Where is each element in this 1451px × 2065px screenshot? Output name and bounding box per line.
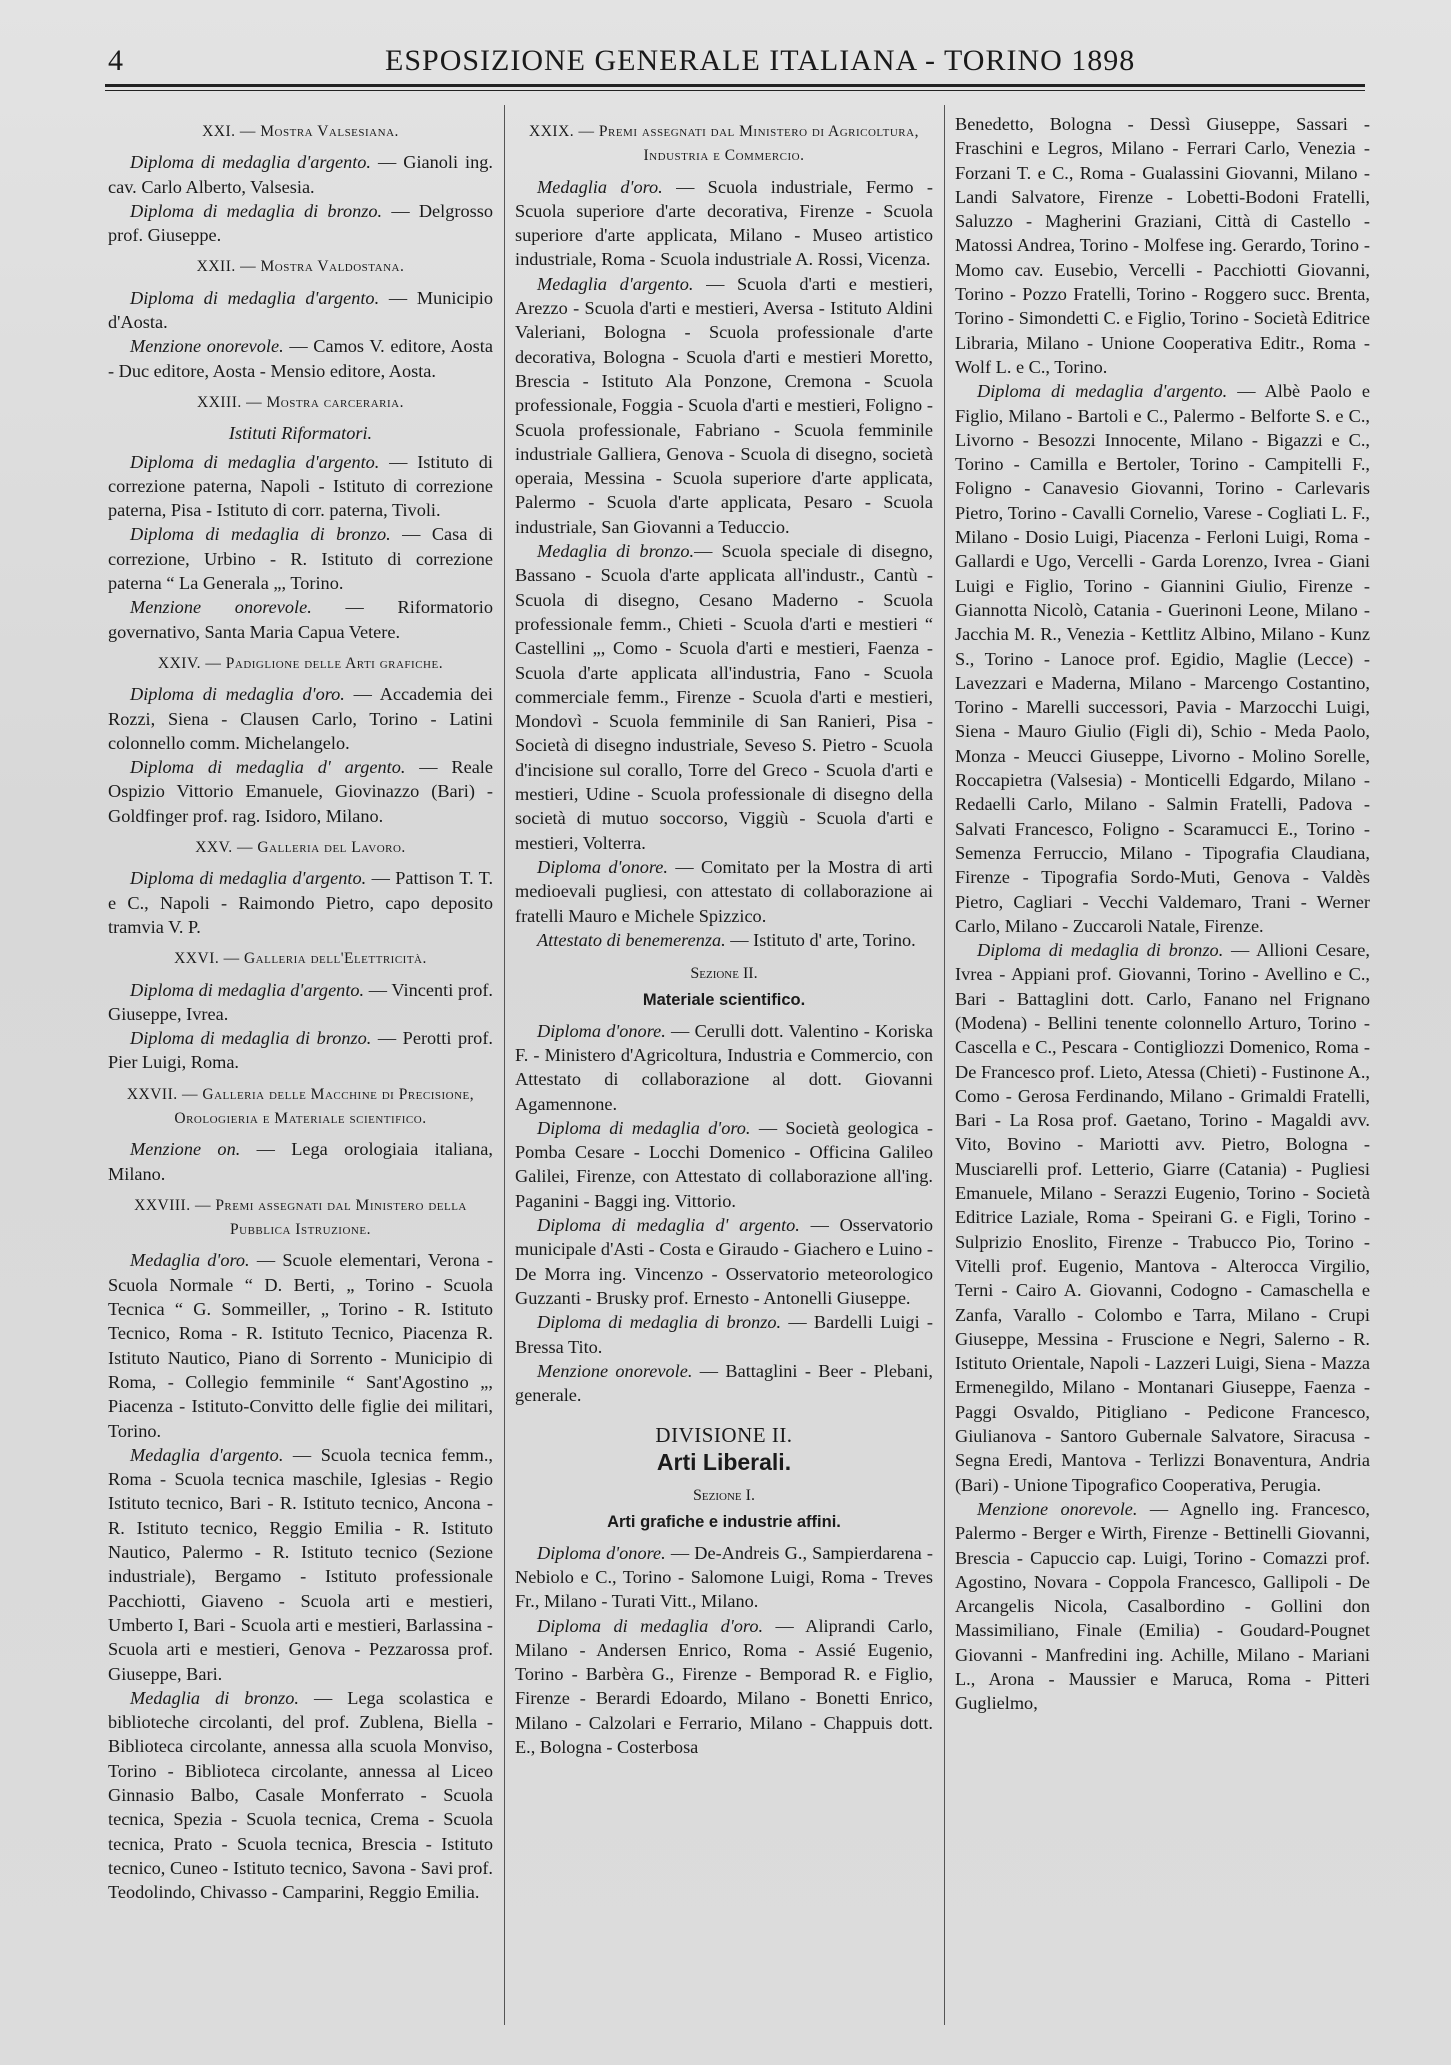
section-heading: XXI. — Mostra Valsesiana. — [202, 123, 399, 140]
section-heading: XXV. — Galleria del Lavoro. — [195, 839, 406, 857]
award-paragraph — [515, 1019, 933, 1116]
award-label: Diploma di medaglia d'argento. — [130, 152, 371, 173]
section-heading: XXIII. — Mostra carceraria. — [197, 393, 404, 411]
award-label: Diploma di medaglia d'argento. — [130, 451, 380, 472]
award-text: — Osservatorio municipale d'Asti - Costa e Giraudo - Giachero e Luino - De Morra ing. Vincenzo - Osservatorio meteorologico Guzzanti - Brusky prof. Ernesto - Antonelli Giuseppe. — [515, 1215, 933, 1308]
header-rule — [105, 84, 1365, 87]
award-label: Attestato di benemerenza. — [537, 929, 726, 950]
section-title: Arti grafiche e industrie affini. — [607, 1513, 841, 1532]
section-heading: XXII. — Mostra Valdostana. — [196, 258, 405, 276]
award-paragraph — [515, 1213, 933, 1310]
award-text: — Scuola speciale di disegno, Bassano - Scuola d'arte applicata all'industr., Cantù - Scuola di disegno, Cesano Maderno - Scuola professionale femm., Chieti - Scuola d'arti e mestieri “ Castellini „, Como - Scuola d'arti e mestieri, Faenza - Scuola d'arte applicata all'industria, Fano - Scuola commerciale femm., Firenze - Scuola d'arti e mestieri, Mondovì - Scuola femminile di San Ranieri, Pisa - Società di disegno industriale, Seveso S. Pietro - Scuola d'incisione sul corallo, Torre del Greco - Scuola d'arti e mestieri, Udine - Scuola professionale di disegno della società di mutuo soccorso, Viggiù - Scuola d'arti e mestieri, Volterra. — [515, 541, 933, 853]
award-text: — Reale Ospizio Vittorio Emanuele, Giovinazzo (Bari) - Goldfinger prof. rag. Isidoro, Milano. — [108, 757, 493, 826]
award-text: Benedetto, Bologna - Dessì Giuseppe, Sassari - Fraschini e Legros, Milano - Ferrari Carlo, Venezia - Forzani T. e C., Roma - Gualassini Giovanni, Milano - Landi Salvatore, Firenze - Lobetti-Bodoni Fratelli, Saluzzo - Magherini Graziani, Città di Castello - Matossi Andrea, Torino - Molfese ing. Gerardo, Torino - Momo cav. Eusebio, Vercelli - Pacchiotti Giovanni, Torino - Pozzo Fratelli, Torino - Roggero succ. Brenta, Torino - Simondetti C. e Figlio, Torino - Società Editrice Libraria, Milano - Unione Cooperativa Editr., Roma - Wolf L. e C., Torino. — [955, 114, 1370, 377]
award-paragraph — [108, 755, 493, 828]
award-label: Menzione onorevole. — [130, 597, 312, 618]
award-paragraph — [515, 539, 933, 855]
award-label: Medaglia di bronzo. — [130, 1687, 299, 1708]
award-label: Menzione onorevole. — [537, 1360, 693, 1381]
award-text: — Battaglini - Beer - Plebani, generale. — [515, 1360, 933, 1406]
award-text: — Delgrosso prof. Giuseppe. — [108, 200, 493, 246]
award-text: — Comitato per la Mostra di arti medioevali pugliesi, con attestato di collaborazione ai fratelli Mauro e Michele Spizzico. — [515, 856, 933, 926]
award-paragraph — [108, 1137, 493, 1186]
award-label: Diploma di medaglia di bronzo. — [537, 1312, 782, 1333]
section-heading: XXIV. — Padiglione delle Arti grafiche. — [157, 654, 444, 672]
award-paragraph — [515, 175, 933, 272]
award-paragraph — [955, 938, 1370, 1497]
section-label — [515, 1484, 933, 1508]
award-label: Medaglia d'argento. — [130, 1444, 284, 1465]
award-text: — De-Andreis G., Sampierdarena - Nebiolo e C., Torino - Salomone Luigi, Roma - Treves Fr., Milano - Turati Vitt., Milano. — [515, 1542, 933, 1612]
award-paragraph — [955, 112, 1370, 379]
award-paragraph — [515, 1116, 933, 1213]
award-label: Menzione onorevole. — [130, 336, 284, 357]
column-divider — [944, 105, 945, 2025]
award-text: — Riformatorio governativo, Santa Maria Capua Vetere. — [108, 597, 493, 642]
division-heading: DIVISIONE II. — [655, 1423, 793, 1448]
award-paragraph — [515, 1541, 933, 1614]
award-label: Diploma d'onore. — [537, 1020, 666, 1041]
award-text: — Albè Paolo e Figlio, Milano - Bartoli e C., Palermo - Belforte S. e C., Livorno - Besozzi Innocente, Milano - Bigazzi e C., Torino - Camilla e Bertoler, Torino - Campitelli F., Foligno - Canavesio Giovanni, Torino - Carlevaris Pietro, Torino - Cavalli Cornelio, Varese - Cogliati L. F., Milano - Dosio Luigi, Piacenza - Ferloni Luigi, Roma - Gallardi e Ugo, Vercelli - Garda Lorenzo, Ivrea - Giani Luigi e Figlio, Torino - Giannini Giulio, Firenze - Giannotta Nicolò, Catania - Guerinoni Leone, Milano - Jacchia M. R., Venezia - Kettlitz Albino, Milano - Kunz S., Torino - Lanoce prof. Egidio, Maglie (Lecce) - Lavezzari e Maderna, Milano - Marcengo Costantino, Torino - Marelli successori, Pavia - Marzocchi Luigi, Siena - Mauro Giulio (Figli di), Schio - Meda Paolo, Monza - Meucci Giuseppe, Livorno - Molino Sorelle, Roccapietra (Valsesia) - Monticelli Edgardo, Milano - Redaelli Carlo, Milano - Salmin Fratelli, Padova - Salvati Francesco, Foligno - Scaramucci E., Torino - Semenza Ferruccio, Milano - Tipografia Claudiana, Firenze - Tipografia Sordo-Muti, Genova - Valdès Pietro, Cagliari - Vecchi Valdemaro, Trani - Werner Carlo, Milano - Zuccaroli Natale, Firenze. — [955, 381, 1370, 936]
award-paragraph — [108, 866, 493, 939]
award-text: — Aliprandi Carlo, Milano - Andersen Enrico, Roma - Assié Eugenio, Torino - Barbèra G., Firenze - Bemporad R. e Figlio, Firenze - Berardi Edoardo, Milano - Bonetti Enrico, Milano - Calzolari e Ferrario, Milano - Chappuis dott. E., Bologna - Costerbosa — [515, 1615, 933, 1757]
award-text: — Lega scolastica e biblioteche circolanti, del prof. Zublena, Biella - Biblioteca circolante, annessa alla scuola Monviso, Torino - Biblioteca circolante, annessa al Liceo Ginnasio Balbo, Casale Monferrato - Scuola tecnica, Spezia - Scuola tecnica, Crema - Scuola tecnica, Prato - Scuola tecnica, Brescia - Istituto tecnico, Cuneo - Istituto tecnico, Savona - Savi prof. Teodolindo, Chivasso - Camparini, Reggio Emilia. — [108, 1687, 493, 1903]
award-label: Medaglia d'oro. — [130, 1250, 250, 1271]
award-text: — Scuola tecnica femm., Roma - Scuola tecnica maschile, Iglesias - Regio Istituto tecnico, Bari - R. Istituto tecnico, Ancona - R. Istituto tecnico, Reggio Emilia - R. Istituto Nautico, Palermo - R. Istituto tecnico (Sezione industriale), Bergamo - Istituto professionale Pacchiotti, Giaveno - Scuola arti e mestieri, Umberto I, Bari - Scuola arti e mestieri, Barlassina - Scuola arti e mestieri, Genova - Pezzarossa prof. Giuseppe, Bari. — [108, 1444, 493, 1684]
section-heading: XXVIII. — Premi assegnati dal Ministero della Pubblica Istruzione. — [134, 1196, 467, 1239]
section-heading: XXVI. — Galleria dell'Elettricità. — [174, 950, 427, 968]
award-paragraph — [108, 450, 493, 523]
award-label: Medaglia di bronzo. — [537, 541, 695, 562]
award-text: — Istituto d' arte, Torino. — [725, 929, 916, 950]
award-label: Diploma di medaglia d'oro. — [537, 1615, 764, 1636]
page-title: ESPOSIZIONE GENERALE ITALIANA - TORINO 1898 — [385, 44, 1136, 77]
award-text: — Perotti prof. Pier Luigi, Roma. — [108, 1028, 493, 1073]
award-label: Diploma di medaglia d'argento. — [977, 381, 1228, 402]
award-text: — Allioni Cesare, Ivrea - Appiani prof. Giovanni, Torino - Avellino e C., Bari - Battaglini dott. Carlo, Fanano nel Frignano (Modena) - Bellini tenente colonnello Arturo, Torino - Cascella e C., Pescara - Contigliozzi Domenico, Roma - De Francesco prof. Lieto, Atessa (Chieti) - Fustinone A., Como - Gerosa Ferdinando, Milano - Grimaldi Fratelli, Bari - La Rosa prof. Gaetano, Torino - Magaldi avv. Vito, Bovino - Mariotti avv. Pietro, Bologna - Musciarelli prof. Letterio, Giarre (Catania) - Pugliesi Emanuele, Milano - Serazzi Eugenio, Torino - Società Editrice Laziale, Roma - Speirani G. e Figli, Torino - Sulprizio Enoslito, Firenze - Trabucco Pio, Torino - Vitelli prof. Eugenio, Mantova - Alterocca Virgilio, Terni - Cairo A. Giovanni, Codogno - Camaschella e Zanfa, Varallo - Colombo e Tarra, Milano - Crupi Giuseppe, Messina - Fruscione e Negri, Salerno - R. Istituto Orientale, Napoli - Lazzeri Luigi, Siena - Mazza Ermenegildo, Milano - Montanari Giuseppe, Faenza - Paggi Osvaldo, Pitigliano - Pedicone Francesco, Giulianova - Santoro Gubernale Salvatore, Siracusa - Segna Eredi, Mantova - Terlizzi Bonaventura, Andria (Bari) - Unione Tipografico Cooperativa, Perugia. — [955, 940, 1370, 1495]
award-label: Diploma d'onore. — [537, 856, 668, 877]
column-1 — [108, 112, 493, 1904]
award-text: — Agnello ing. Francesco, Palermo - Berger e Wirth, Firenze - Bettinelli Giovanni, Brescia - Capuccio cap. Luigi, Torino - Comazzi prof. Agostino, Novara - Coppola Francesco, Gallipoli - De Arcangelis Nicola, Casalbordino - Gollini don Massimiliano, Finale (Emilia) - Goudard-Pougnet Giovanni - Manfredini ing. Achille, Milano - Mariani L., Arona - Maussier e Maruca, Roma - Pitteri Guglielmo, — [955, 1498, 1370, 1714]
column-2 — [515, 112, 933, 1759]
section-heading: XXIX. — Premi assegnati dal Ministero di Agricoltura, Industria e Commercio. — [529, 123, 919, 165]
award-paragraph — [955, 1497, 1370, 1716]
subheading: Istituti Riformatori. — [228, 423, 373, 444]
award-paragraph — [515, 1359, 933, 1408]
award-label: Diploma di medaglia di bronzo. — [977, 940, 1224, 961]
award-paragraph — [108, 1026, 493, 1075]
award-paragraph — [515, 272, 933, 539]
section-label-text: Sezione I. — [693, 1487, 755, 1505]
header-rule-thin — [105, 90, 1365, 91]
column-divider — [504, 105, 505, 2025]
award-paragraph — [108, 978, 493, 1027]
award-label: Menzione on. — [130, 1139, 241, 1160]
award-text: — Scuola d'arti e mestieri, Arezzo - Scuola d'arti e mestieri, Aversa - Istituto Aldini Valeriani, Bologna - Scuola professionale d'arte decorativa, Bologna - Scuola d'arti e mestieri Moretto, Brescia - Istituto Ala Ponzone, Cremona - Scuola professionale, Foggia - Scuola d'arti e mestieri, Foligno - Scuola professionale, Fabriano - Scuola femminile industriale Galliera, Genova - Scuola di disegno, società operaia, Messina - Scuola superiore d'arte applicata, Palermo - Scuola d'arte applicata, Pesaro - Scuola industriale, San Giovanni a Teduccio. — [515, 273, 933, 537]
award-label: Diploma di medaglia di bronzo. — [130, 1028, 372, 1049]
page-number: 4 — [108, 44, 123, 77]
section-heading: XXVII. — Galleria delle Macchine di Precisione, Orologieria e Materiale scientifico. — [126, 1085, 475, 1127]
award-label: Diploma di medaglia d'oro. — [130, 684, 345, 705]
award-text: — Vincenti prof. Giuseppe, Ivrea. — [108, 979, 493, 1024]
award-paragraph — [515, 1310, 933, 1359]
award-text: — Lega orologiaia italiana, Milano. — [108, 1139, 493, 1184]
award-paragraph — [515, 928, 933, 952]
award-paragraph — [108, 595, 493, 644]
award-paragraph — [108, 682, 493, 755]
award-paragraph — [108, 1248, 493, 1442]
award-label: Diploma di medaglia d'argento. — [130, 979, 365, 1000]
award-paragraph — [515, 1614, 933, 1760]
award-label: Diploma di medaglia di bronzo. — [130, 200, 383, 221]
award-text: — Istituto di correzione paterna, Napoli - Istituto di correzione paterna, Pisa - Istituto di corr. paterna, Tivoli. — [108, 451, 493, 521]
award-text: — Scuole elementari, Verona - Scuola Normale “ D. Berti, „ Torino - Scuola Tecnica “ G. Sommeiller, „ Torino - R. Istituto Tecnico, Roma - R. Istituto Tecnico, Piacenza R. Istituto Nautico, Piano di Sorrento - Municipio di Roma, - Collegio femminile “ Sant'Agostino „, Piacenza - Istituto-Convitto delle figlie dei militari, Torino. — [108, 1250, 493, 1441]
division-title: Arti Liberali. — [656, 1448, 792, 1475]
column-3 — [955, 112, 1370, 1716]
award-text: — Camos V. editore, Aosta - Duc editore, Aosta - Mensio editore, Aosta. — [108, 336, 493, 381]
award-label: Diploma di medaglia d'argento. — [130, 868, 367, 889]
award-text: — Gianoli ing. cav. Carlo Alberto, Valsesia. — [108, 152, 493, 197]
award-text: — Società geologica - Pomba Cesare - Locchi Domenico - Officina Galileo Galilei, Firenze, con Attestato di collaborazione all'ing. Paganini - Baggi ing. Vittorio. — [515, 1117, 933, 1211]
award-label: Medaglia d'oro. — [537, 176, 663, 197]
award-text: — Cerulli dott. Valentino - Koriska F. - Ministero d'Agricoltura, Industria e Commercio, con Attestato di collaborazione al dott. Giovanni Agamennone. — [515, 1020, 933, 1114]
award-paragraph — [108, 286, 493, 335]
award-label: Diploma di medaglia d'argento. — [130, 287, 380, 308]
award-label: Menzione onorevole. — [977, 1498, 1138, 1519]
award-paragraph — [108, 150, 493, 199]
award-text: — Pattison T. T. e C., Napoli - Raimondo Pietro, capo deposito tramvia V. P. — [108, 868, 494, 937]
award-text: — Municipio d'Aosta. — [108, 287, 494, 333]
award-paragraph — [955, 379, 1370, 938]
award-label: Diploma di medaglia d' argento. — [130, 757, 406, 778]
award-label: Diploma d'onore. — [537, 1542, 666, 1563]
award-text: — Scuola industriale, Fermo - Scuola superiore d'arte decorativa, Firenze - Scuola superiore d'arte applicata, Milano - Museo artistico industriale, Roma - Scuola industriale A. Rossi, Vicenza. — [515, 176, 933, 270]
section-title: Materiale scientifico. — [642, 991, 806, 1010]
award-label: Diploma di medaglia d' argento. — [537, 1215, 800, 1236]
award-paragraph — [108, 522, 493, 595]
award-label: Medaglia d'argento. — [537, 273, 694, 294]
award-text: — Accademia dei Rozzi, Siena - Clausen Carlo, Torino - Latini colonnello comm. Michelangelo. — [108, 684, 494, 753]
award-paragraph — [108, 1443, 493, 1686]
award-paragraph — [108, 334, 493, 383]
award-paragraph — [108, 199, 493, 248]
award-text: — Casa di correzione, Urbino - R. Istituto di correzione paterna “ La Generala „, Torino. — [108, 524, 493, 594]
section-label-text: Sezione II. — [690, 965, 758, 983]
award-paragraph — [515, 855, 933, 928]
award-label: Diploma di medaglia d'oro. — [537, 1117, 751, 1138]
section-label — [515, 962, 933, 986]
award-text: — Bardelli Luigi - Bressa Tito. — [515, 1312, 933, 1357]
award-paragraph — [108, 1686, 493, 1905]
award-label: Diploma di medaglia di bronzo. — [130, 524, 391, 545]
